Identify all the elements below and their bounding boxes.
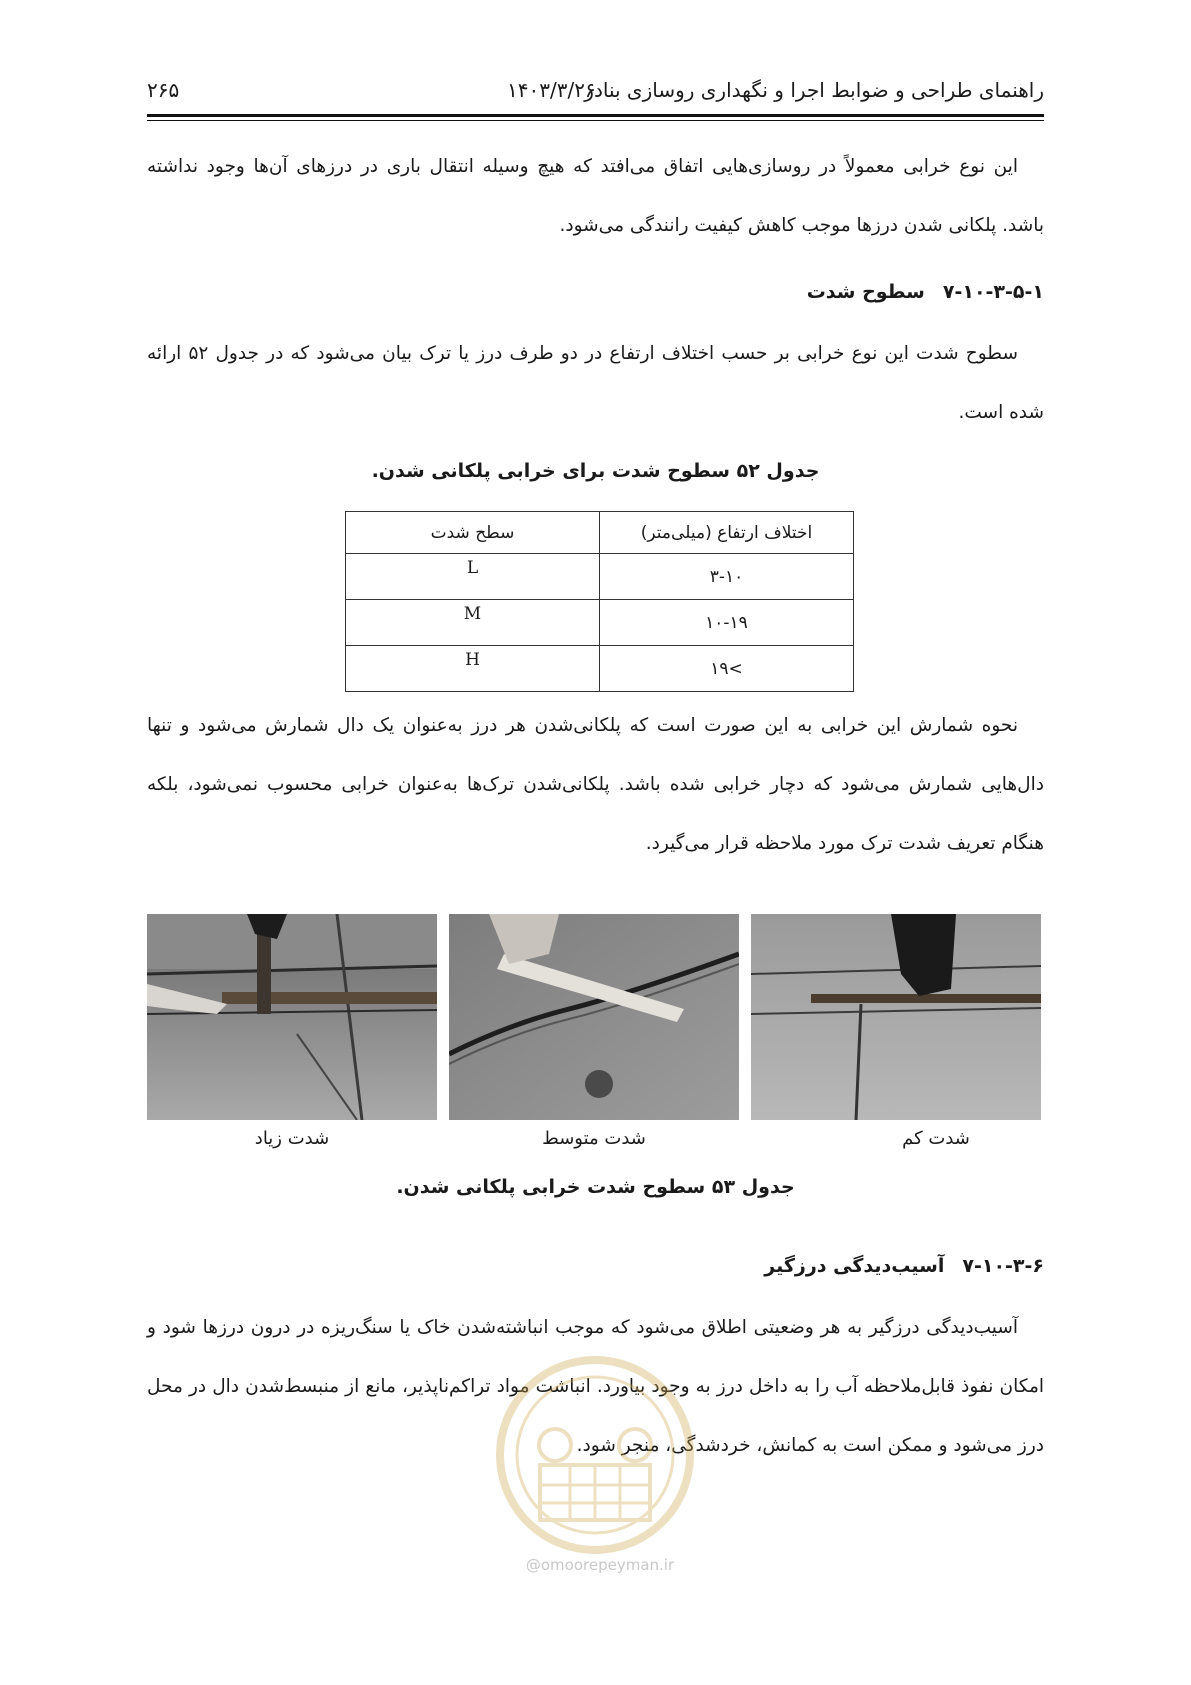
table-header-level: سطح شدت [346, 512, 600, 554]
section-title: آسیب‌دیدگی درزگیر [764, 1255, 945, 1277]
section-number: ۷-۱۰-۳-۵-۱ [942, 281, 1044, 303]
photo-low-severity [751, 914, 1041, 1120]
table-header-row [346, 512, 854, 554]
photo-high-severity [147, 914, 437, 1120]
intro-paragraph: این نوع خرابی معمولاً در روسازی‌هایی اتفاق می‌افتد که هیچ وسیله انتقال باری در درزهای آن‌ها وجود نداشته باشد. پلکانی شدن درزها موجب کاهش کیفیت رانندگی می‌شود. [147, 156, 1044, 236]
document-title: راهنمای طراحی و ضوابط اجرا و نگهداری روسازی بنادر [584, 78, 1044, 102]
photo-label-medium: شدت متوسط [542, 1128, 646, 1149]
section-title: سطوح شدت [806, 281, 925, 303]
sealant-paragraph: آسیب‌دیدگی درزگیر به هر وضعیتی اطلاق می‌شود که موجب انباشته‌شدن خاک یا سنگ‌ریزه در درون درزها شود و امکان نفوذ قابل‌ملاحظه آب را به داخل درز به وجود بیاورد. انباشت مواد تراکم‌ناپذیر، مانع از منبسط‌شدن دال در محل درز می‌شود و ممکن است به کمانش، خردشدگی، منجر شود. [147, 1317, 1044, 1456]
table-row [346, 646, 854, 692]
table-header-height: اختلاف ارتفاع (میلی‌متر) [600, 512, 854, 554]
severity-paragraph: سطوح شدت این نوع خرابی بر حسب اختلاف ارتفاع در دو طرف درز یا ترک بیان می‌شود که در جدول ۵۲ ارائه شده است. [147, 343, 1044, 423]
severity-table [345, 511, 854, 692]
table-cell-level: M [346, 600, 600, 646]
counting-paragraph: نحوه شمارش این خرابی به این صورت است که پلکانی‌شدن هر درز به‌عنوان یک دال شمارش می‌شود و تنها دال‌هایی شمارش می‌شود که دچار خرابی شده باشد. پلکانی‌شدن ترک‌ها به‌عنوان خرابی محسوب نمی‌شود، بلکه هنگام تعریف شدت ترک مورد ملاحظه قرار می‌گیرد. [147, 715, 1044, 854]
photo-label-high: شدت زیاد [254, 1128, 330, 1149]
header-rule-thin [147, 120, 1044, 121]
photo-medium-severity [449, 914, 739, 1120]
page-header [147, 74, 1044, 106]
section-heading-sealant [764, 1255, 1044, 1277]
photo-caption: جدول ۵۳ سطوح شدت خرابی پلکانی شدن. [396, 1176, 795, 1198]
table-cell-level: H [346, 646, 600, 692]
table-cell-height: >۱۹ [600, 646, 854, 692]
section-heading-severity [807, 281, 1044, 303]
table-row [346, 600, 854, 646]
document-date: ۱۴۰۳/۳/۲۶ [507, 78, 596, 102]
watermark-text: @omoorepeyman.ir [525, 1556, 675, 1574]
photo-label-low: شدت کم [902, 1128, 970, 1149]
table-cell-height: ۱۰-۱۹ [600, 600, 854, 646]
header-rule-thick [147, 114, 1044, 117]
table-row [346, 554, 854, 600]
page-number: ۲۶۵ [147, 78, 180, 102]
section-number: ۷-۱۰-۳-۶ [962, 1255, 1044, 1277]
table-cell-height: ۳-۱۰ [600, 554, 854, 600]
table-cell-level: L [346, 554, 600, 600]
table-caption: جدول ۵۲ سطوح شدت برای خرابی پلکانی شدن. [371, 460, 820, 482]
watermark-logo [480, 1345, 710, 1585]
